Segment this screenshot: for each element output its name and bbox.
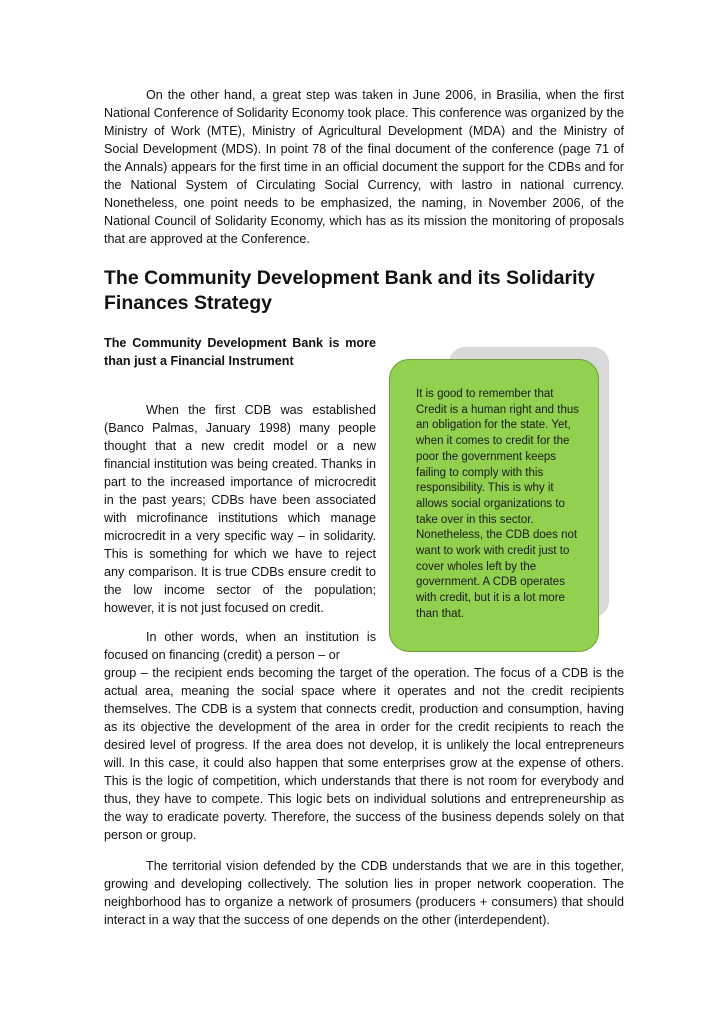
column-paragraph: When the first CDB was established (Banco Palmas, January 1998) many people thought that a new credit model or a new financial institution was being created. Thanks in part to the increased importance of microcredit in the past years; CDBs have been associated with microfinance institutions which manage microcredit in a very specific way – in solidarity. This is something for which we have to reject any comparison. It is true CDBs ensure credit to the low income sector of the population; however, it is not just focused on credit. xyxy=(104,403,376,615)
subheading: The Community Development Bank is more than just a Financial Instrument xyxy=(104,336,376,368)
intro-paragraph: On the other hand, a great step was taken in June 2006, in Brasilia, when the first National Conference of Solidarity Economy took place. This conference was organized by the Ministry of Work (MTE), Ministry of Agricultural Development (MDA) and the Ministry of Social Development (MDS). In point 78 of the final document of the conference (page 71 of the Annals) appears for the first time in an official document the support for the CDBs and for the National System of Circulating Social Currency, with lastro in national currency. Nonetheless, one point needs to be emphasized, the naming, in November 2006, of the National Council of Solidarity Economy, which has as its mission the monitoring of proposals that are approved at the Conference. xyxy=(104,88,624,246)
callout-text: It is good to remember that Credit is a human right and thus an obligation for the state. Yet, when it comes to credit for the poor the government keeps failing to comply with this responsibility. This is why it allows social organizations to take over in this sector. Nonetheless, the CDB does not want to work with credit just to cover wholes left by the government. A CDB operates with credit, but it is a lot more than that. xyxy=(416,388,580,620)
territorial-paragraph: The territorial vision defended by the CDB understands that we are in this together, growing and developing collectively. The solution lies in proper network cooperation. The neighborhood has to organize a network of prosumers (producers + consumers) that should interact in a way that the success of one depends on the other (interdependent). xyxy=(104,859,624,927)
section-heading: The Community Development Bank and its Solidarity Finances Strategy xyxy=(104,267,595,314)
other-words-start: In other words, when an institution is focused on financing (credit) a person – or xyxy=(104,630,376,662)
other-words-paragraph: group – the recipient ends becoming the target of the operation. The focus of a CDB is the actual area, meaning the social space where it operates and not the credit recipients themselves. The CDB is a system that connects credit, production and consumption, having as its objective the development of the area in order for the credit recipients to reach the desired level of progress. If the area does not develop, it is unlikely the local entrepreneurs will. In this case, it could also happen that some enterprises grow at the expense of others. This is the logic of competition, which understands that there is not room for everybody and thus, they have to compete. This logic bets on individual solutions and entrepreneurship as the way to eradicate poverty. Therefore, the success of the business depends solely on that person or group. xyxy=(104,666,624,842)
